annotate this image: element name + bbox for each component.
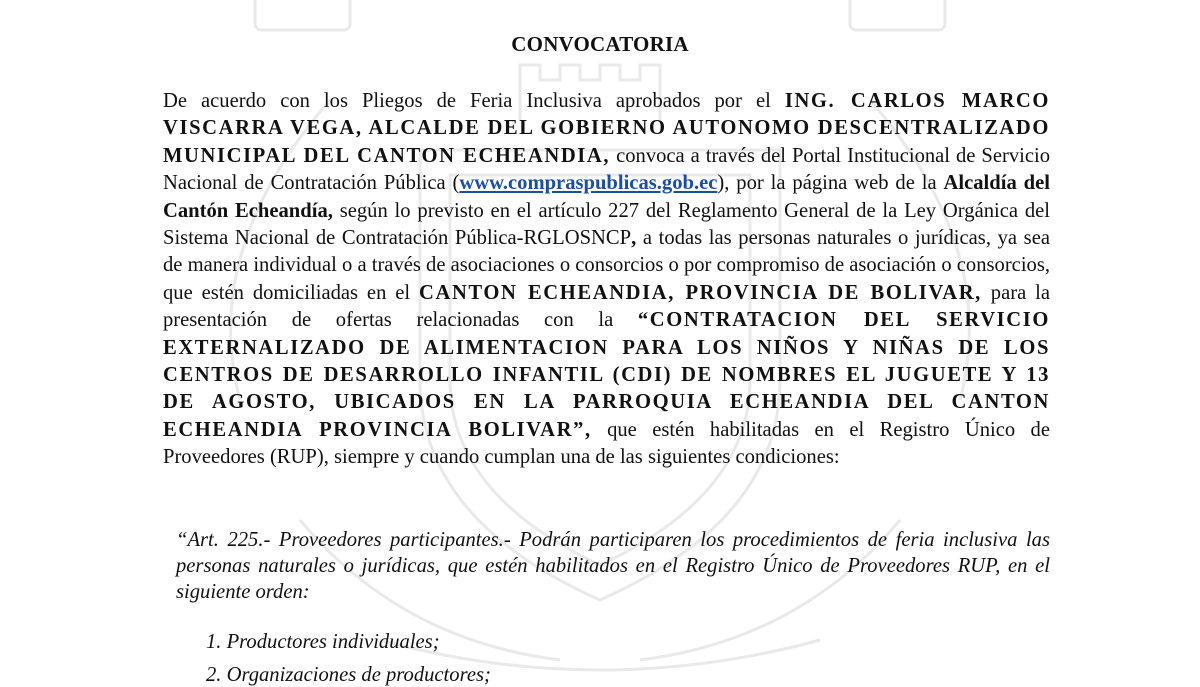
para-text-7: que estén habilitadas en el Registro Único de Proveedores (RUP), siempre y cuando cumplan una de las siguientes condiciones: (163, 418, 1050, 469)
announcement-paragraph (163, 88, 1050, 472)
para-bold-comma: , (631, 227, 637, 250)
compras-publicas-link[interactable]: www.compraspublicas.gob.ec (459, 172, 718, 195)
para-bold-canton: CANTON ECHEANDIA, PROVINCIA DE BOLIVAR, (419, 281, 982, 304)
para-text-3: ), por la página web de la (717, 172, 944, 195)
para-text-2: convoca a través del Portal Institucional de Servicio Nacional de Contratación Pública ( (163, 144, 1050, 195)
list-item: 1. Productores individuales; (206, 631, 440, 653)
para-text-6: para la presentación de ofertas relacionadas con la (163, 281, 1050, 332)
article-quote: “Art. 225.- Proveedores participantes.- Podrán participaren los procedimientos de feria inclusiva las personas naturales o jurídicas, que estén habilitados en el Registro Único de Proveedores RUP, en el siguiente orden: (176, 529, 1050, 603)
para-bold-contract-name: “CONTRATACION DEL SERVICIO EXTERNALIZADO DE ALIMENTACION PARA LOS NIÑOS Y NIÑAS DE LOS CENTROS DE DESARROLLO INFANTIL (CDI) DE NOMBRES EL JUGUETE Y 13 DE AGOSTO, UBICADOS EN LA PARROQUIA ECHEANDIA DEL CANTON ECHEANDIA PROVINCIA BOLIVAR”, (163, 309, 1050, 441)
para-text-1: De acuerdo con los Pliegos de Feria Inclusiva aprobados por el (163, 90, 785, 112)
para-text-4: según lo previsto en el artículo 227 del Reglamento General de la Ley Orgánica del Sistema Nacional de Contratación Pública-RGLOSNCP (163, 199, 1050, 250)
list-item: 2. Organizaciones de productores; (206, 664, 491, 686)
para-bold-alcaldia: Alcaldía del Cantón Echeandía, (163, 172, 1050, 222)
document-title: CONVOCATORIA (511, 32, 689, 56)
para-bold-mayor: ING. CARLOS MARCO VISCARRA VEGA, ALCALDE DEL GOBIERNO AUTONOMO DESCENTRALIZADO MUNICIPAL DEL CANTON ECHEANDIA, (163, 90, 1051, 167)
para-text-5: a todas las personas naturales o jurídicas, ya sea de manera individual o a través de asociaciones o consorcios o por compromiso de asociación o consorcios, que estén domiciliadas en el (163, 227, 1050, 304)
